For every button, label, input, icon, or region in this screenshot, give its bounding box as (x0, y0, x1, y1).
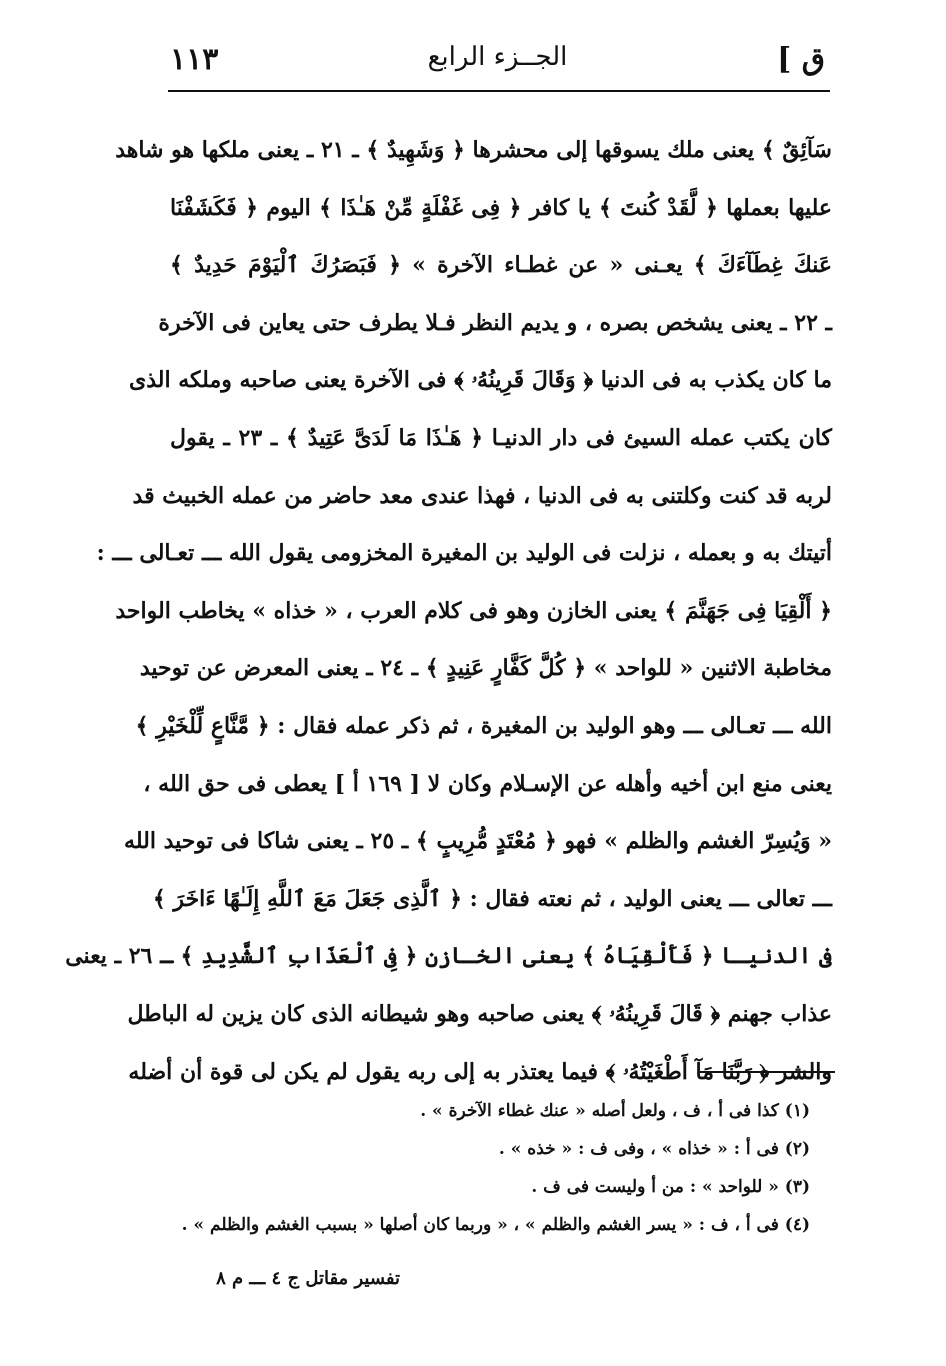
text-line: ﴿ أَلْقِيَا فِى جَهَنَّمَ ﴾ يعنى الخازن وهو فى كلام العرب ، « خذاه » يخاطب الواحد (115, 597, 832, 624)
footnote: (٣) « للواحد » : من أ وليست فى ف . (531, 1177, 810, 1197)
text-line: عليها بعملها ﴿ لَّقَدْ كُنتَ ﴾ يا كافر ﴿ فِى غَفْلَةٍ مِّنْ هَـٰذَا ﴾ اليوم ﴿ فَكَشَفْنَا (170, 194, 832, 221)
footnote: (٢) فى أ : « خذاه » ، وفى ف : « خذه » . (498, 1139, 810, 1159)
text-line: « وَيُسِرّ الغشم والظلم » فهو ﴿ مُعْتَدٍ مُّرِيبٍ ﴾ ـ ٢٥ ـ يعنى شاكا فى توحيد الله (124, 828, 832, 855)
text-line: كان يكتب عمله السيئ فى دار الدنيـا ﴿ هَـٰذَا مَا لَدَىَّ عَتِيدٌ ﴾ ـ ٢٣ ـ يقول (170, 424, 832, 451)
signature-mark: تفسير مقاتل ج ٤ ـــ م ٨ (216, 1268, 400, 1289)
text-line: والشر ﴿ رَبَّنَا مَآ أَطْغَيْتُهُۥ ﴾ فيما يعتذر به إلى ربه يقول لم يكن لى قوة أن أضله (128, 1058, 832, 1085)
text-line: سَآئِقٌ ﴾ يعنى ملك يسوقها إلى محشرها ﴿ وَشَهِيدٌ ﴾ ـ ٢١ ـ يعنى ملكها هو شاهد (115, 137, 832, 163)
text-line: ـ ٢٢ ـ يعنى يشخص بصره ، و يديم النظر فـلا يطرف حتى يعاين فى الآخرة (158, 309, 832, 336)
header-rule (168, 90, 830, 92)
text-line: عَنكَ غِطَآءَكَ ﴾ يعـنى « عن غطـاء الآخرة » ﴿ فَبَصَرُكَ ٱلْيَوْمَ حَدِيدٌ ﴾ (170, 252, 832, 279)
footnote-rule (700, 1071, 835, 1073)
text-line: فى الدنيـا ﴿ فَأَلْقِيَاهُ ﴾ يعنى الخـازن ﴿ فِى ٱلْعَذَابِ ٱلشَّدِيدِ ﴾ ـ ٢٦ ـ يعنى (65, 943, 832, 970)
main-text (65, 122, 832, 1101)
running-header (170, 42, 825, 90)
text-line: مخاطبة الاثنين « للواحد » ﴿ كُلَّ كَفَّارٍ عَنِيدٍ ﴾ ـ ٢٤ ـ يعنى المعرض عن توحيد (139, 655, 832, 682)
text-line: أتيتك به و بعمله ، نزلت فى الوليد بن المغيرة المخزومى يقول الله ـــ تعـالى ـــ : (96, 540, 832, 567)
text-line: الله ـــ تعـالى ـــ وهو الوليد بن المغيرة ، ثم ذكر عمله فقال : ﴿ مَّنَّاعٍ لِّلْخَيْرِ ﴾ (135, 712, 832, 739)
page-number: ١١٣ (170, 42, 219, 77)
footnotes (181, 1092, 810, 1244)
footnote: (١) كذا فى أ ، ف ، ولعل أصله « عنك غطاء الآخرة » . (420, 1101, 810, 1121)
text-line: لربه قد كنت وكلتنى به فى الدنيا ، فهذا عندى معد حاضر من عمله الخبيث قد (132, 482, 832, 509)
text-line: عذاب جهنم ﴿ قَالَ قَرِينُهُۥ ﴾ يعنى صاحبه وهو شيطانه الذى كان يزين له الباطل (127, 1000, 832, 1027)
running-title: الجــزء الرابع (427, 42, 568, 72)
text-line: يعنى منع ابن أخيه وأهله عن الإسـلام وكان لا [ ١٦٩ أ ] يعطى فى حق الله ، (143, 770, 832, 797)
surah-sigla: ق ] (777, 42, 825, 77)
text-line: ـــ تعالى ـــ يعنى الوليد ، ثم نعته فقال : ﴿ ٱلَّذِى جَعَلَ مَعَ ٱللَّهِ إِلَـٰهًا ءَاخَرَ ﴾ (152, 885, 832, 912)
footnote: (٤) فى أ ، ف : « يسر الغشم والظلم » ، « وربما كان أصلها « بسبب الغشم والظلم » . (181, 1215, 810, 1235)
text-line: ما كان يكذب به فى الدنيا ﴿ وَقَالَ قَرِينُهُۥ ﴾ فى الآخرة يعنى صاحبه وملكه الذى (129, 367, 832, 394)
